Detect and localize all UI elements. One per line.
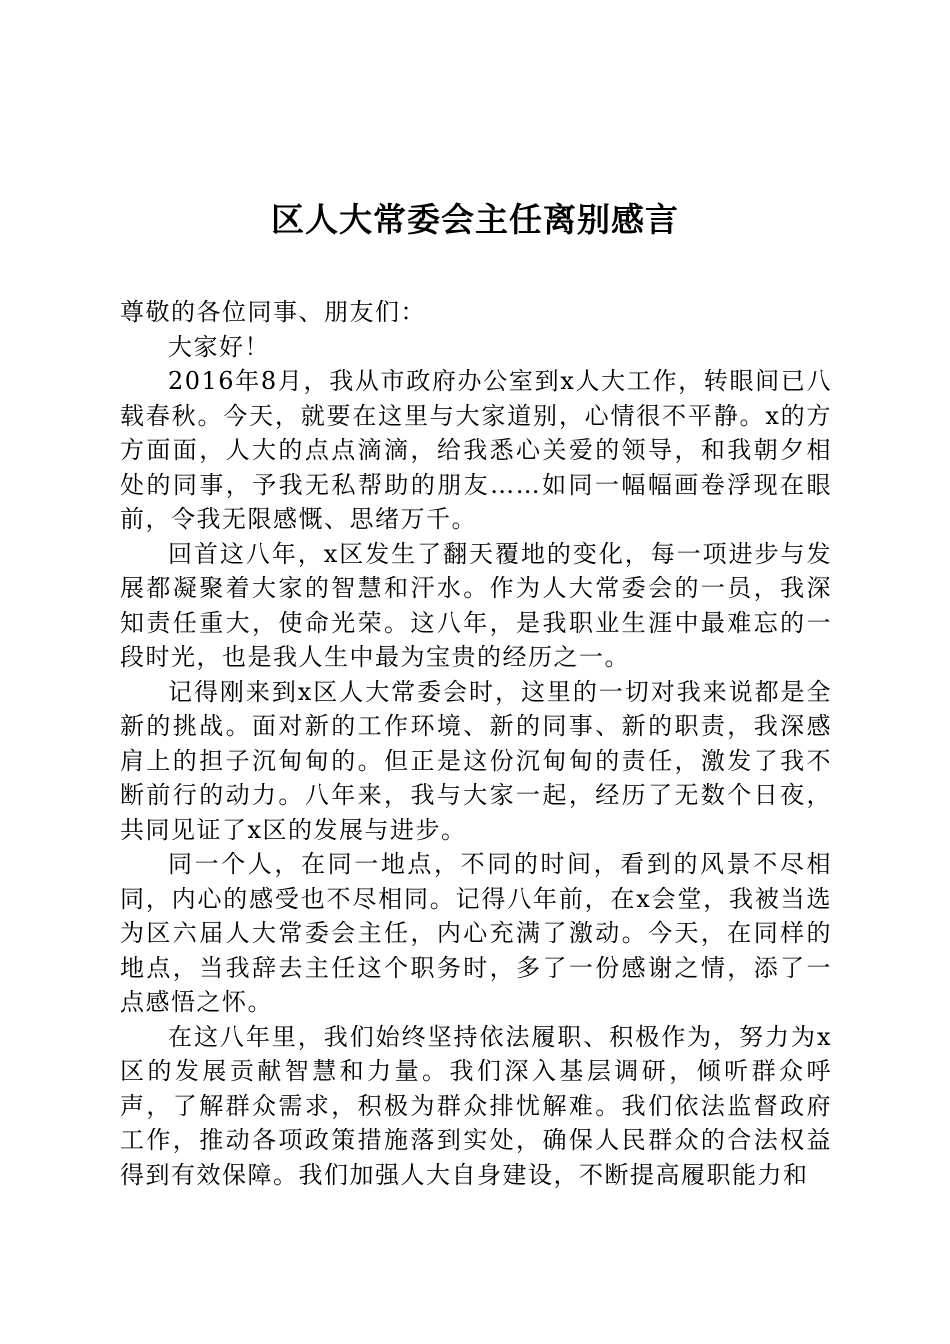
greeting: 大家好！ [168, 332, 270, 361]
salutation: 尊敬的各位同事、朋友们： [120, 298, 426, 326]
paragraph: 记得刚来到x区人大常委会时，这里的一切对我来说都是全新的挑战。面对新的工作环境、新的同事、新的职责，我深感肩上的担子沉甸甸的。但正是这份沉甸甸的责任，激发了我不断前行的动力。八年来，我与大家一起，经历了无数个日夜，共同见证了x区的发展与进步。 [120, 677, 832, 844]
paragraph: 2016年8月，我从市政府办公室到x人大工作，转眼间已八载春秋。今天，就要在这里与大家道别，心情很不平静。x的方方面面，人大的点点滴滴，给我悉心关爱的领导，和我朝夕相处的同事，予我无私帮助的朋友……如同一幅幅画卷浮现在眼前，令我无限感慨、思绪万千。 [120, 367, 832, 533]
document-title: 区人大常委会主任离别感言 [271, 200, 679, 239]
paragraph: 在这八年里，我们始终坚持依法履职、积极作为，努力为x区的发展贡献智慧和力量。我们深入基层调研，倾听群众呼声，了解群众需求，积极为群众排忧解难。我们依法监督政府工作，推动各项政策措施落到实处，确保人民群众的合法权益得到有效保障。我们加强人大自身建设，不断提高履职能力和 [120, 1022, 832, 1189]
paragraph: 同一个人，在同一地点，不同的时间，看到的风景不尽相同，内心的感受也不尽相同。记得八年前，在x会堂，我被当选为区六届人大常委会主任，内心充满了激动。今天，在同样的地点，当我辞去主任这个职务时，多了一份感谢之情，添了一点感悟之怀。 [120, 850, 832, 1016]
document-body [120, 295, 832, 1192]
paragraph: 回首这八年，x区发生了翻天覆地的变化，每一项进步与发展都凝聚着大家的智慧和汗水。作为人大常委会的一员，我深知责任重大，使命光荣。这八年，是我职业生涯中最难忘的一段时光，也是我人生中最为宝贵的经历之一。 [120, 539, 832, 671]
